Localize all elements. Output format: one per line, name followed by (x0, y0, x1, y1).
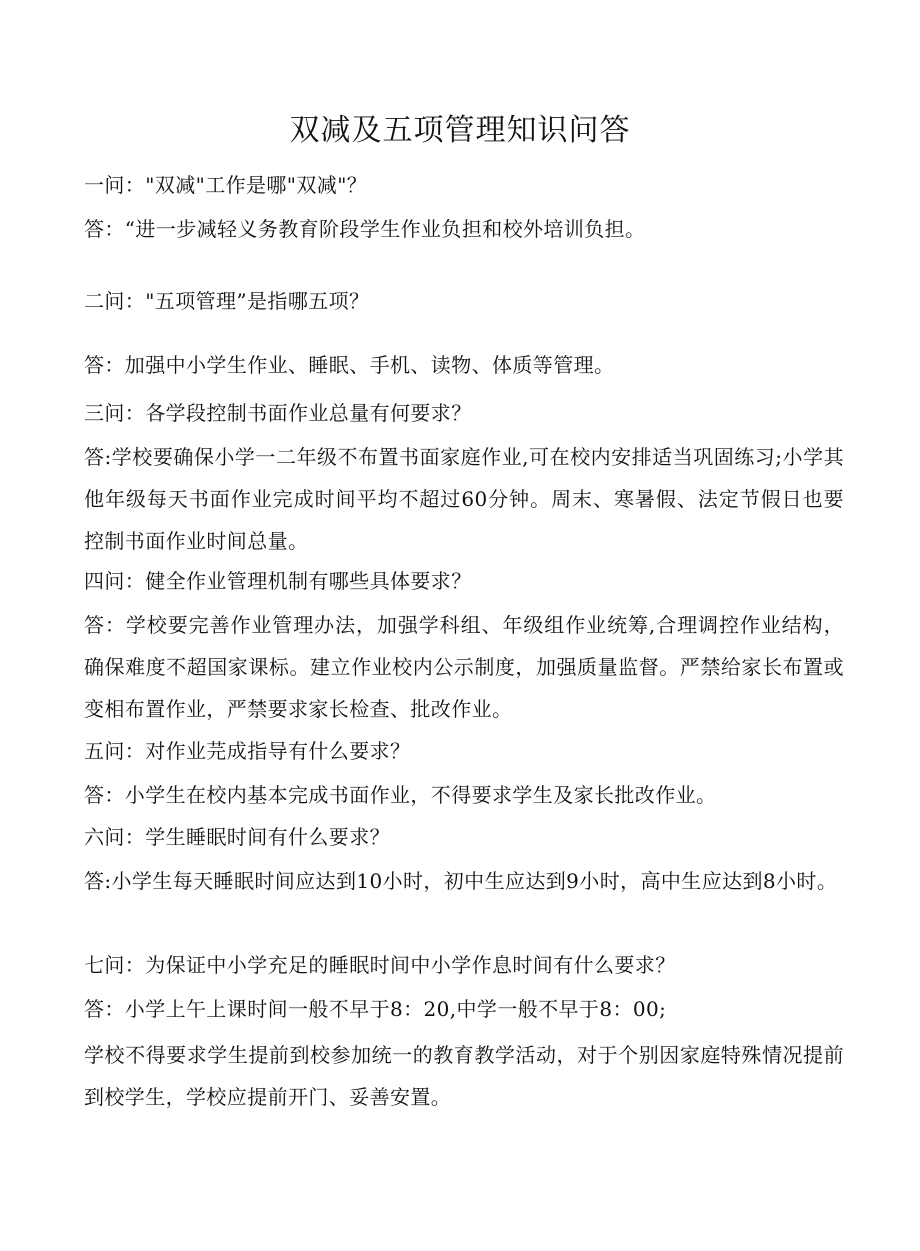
question-6: 六问：学生睡眠时间有什么要求？ (84, 825, 390, 849)
answer-4: 答：学校要完善作业管理办法，加强学科组、年级组作业统筹,合理调控作业结构，确保难度不超国家课标。建立作业校内公示制度，加强质量监督。严禁给家长布置或变相布置作业，严禁要求家长检查、批改作业。 (84, 613, 844, 721)
answer-3: 答:学校要确保小学一二年级不布置书面家庭作业,可在校内安排适当巩固练习;小学其他年级每天书面作业完成时间平均不超过60分钟。周末、寒暑假、法定节假日也要控制书面作业时间总量。 (84, 445, 844, 553)
question-3: 三问：各学段控制书面作业总量有何要求？ (84, 401, 472, 425)
document-title: 双减及五项管理知识问答 (289, 113, 631, 148)
answer-7: 答：小学上午上课时间一般不早于8：20,中学一般不早于8：00; (84, 997, 667, 1021)
answer-5: 答：小学生在校内基本完成书面作业，不得要求学生及家长批改作业。 (84, 783, 717, 807)
question-2: 二问："五项管理”是指哪五项？ (84, 289, 370, 313)
answer-2: 答：加强中小学生作业、睡眠、手机、读物、体质等管理。 (84, 353, 615, 377)
question-7: 七问：为保证中小学充足的睡眠时间中小学作息时间有什么要求？ (84, 953, 676, 977)
question-1: 一问："双减"工作是哪"双减"？ (84, 173, 368, 197)
answer-6: 答:小学生每天睡眠时间应达到10小时，初中生应达到9小时，高中生应达到8小时。 (84, 869, 838, 893)
question-5: 五问：对作业芫成指导有什么要求？ (84, 739, 411, 763)
answer-7-continued: 学校不得要求学生提前到校参加统一的教育教学活动，对于个别因家庭特殊情况提前到校学生，学校应提前开门、妥善安置。 (84, 1043, 844, 1109)
answer-1: 答：“进一步减轻义务教育阶段学生作业负担和校外培训负担。 (84, 217, 646, 241)
question-4: 四问：健全作业管理机制有哪些具体要求？ (84, 569, 472, 593)
